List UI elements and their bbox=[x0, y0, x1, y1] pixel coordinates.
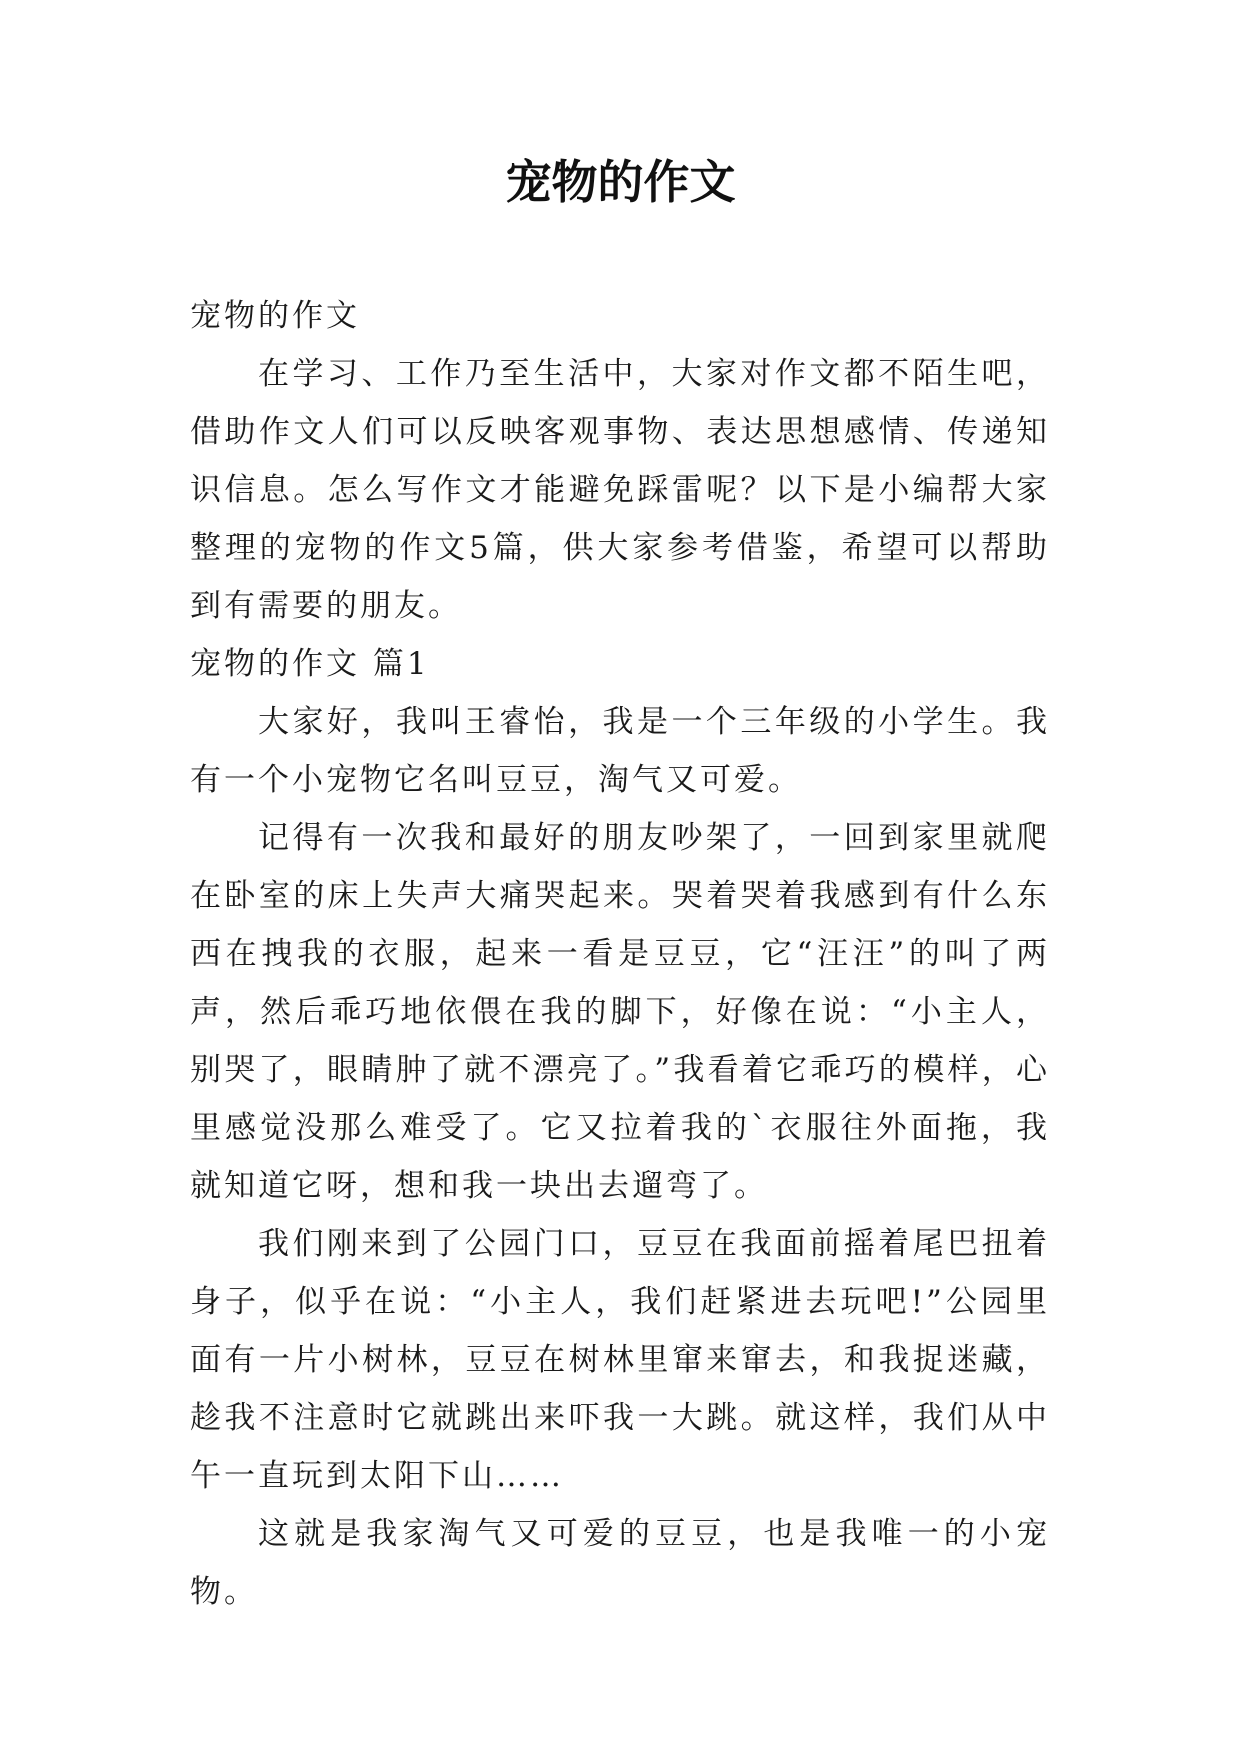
paragraph: 这就是我家淘气又可爱的豆豆，也是我唯一的小宠物。 bbox=[190, 1516, 1050, 1610]
paragraph: 记得有一次我和最好的朋友吵架了，一回到家里就爬在卧室的床上失声大痛哭起来。哭着哭着我感到有什么东西在拽我的衣服，起来一看是豆豆，它“汪汪”的叫了两声，然后乖巧地依偎在我的脚下，好像在说：“小主人，别哭了，眼睛肿了就不漂亮了。”我看着它乖巧的模样，心里感觉没那么难受了。它又拉着我的`衣服往外面拖，我就知道它呀，想和我一块出去遛弯了。 bbox=[190, 820, 1050, 1204]
document-body bbox=[190, 287, 1050, 1621]
document-title: 宠物的作文 bbox=[505, 155, 736, 209]
section-heading: 宠物的作文 篇1 bbox=[190, 646, 430, 682]
paragraph: 大家好，我叫王睿怡，我是一个三年级的小学生。我有一个小宠物它名叫豆豆，淘气又可爱。 bbox=[190, 704, 1050, 798]
subtitle: 宠物的作文 bbox=[190, 298, 360, 334]
intro-paragraph: 在学习、工作乃至生活中，大家对作文都不陌生吧，借助作文人们可以反映客观事物、表达思想感情、传递知识信息。怎么写作文才能避免踩雷呢？以下是小编帮大家整理的宠物的作文5篇，供大家参考借鉴，希望可以帮助到有需要的朋友。 bbox=[190, 356, 1050, 624]
paragraph: 我们刚来到了公园门口，豆豆在我面前摇着尾巴扭着身子，似乎在说：“小主人，我们赶紧进去玩吧!”公园里面有一片小树林，豆豆在树林里窜来窜去，和我捉迷藏，趁我不注意时它就跳出来吓我一大跳。就这样，我们从中午一直玩到太阳下山…… bbox=[190, 1226, 1050, 1494]
